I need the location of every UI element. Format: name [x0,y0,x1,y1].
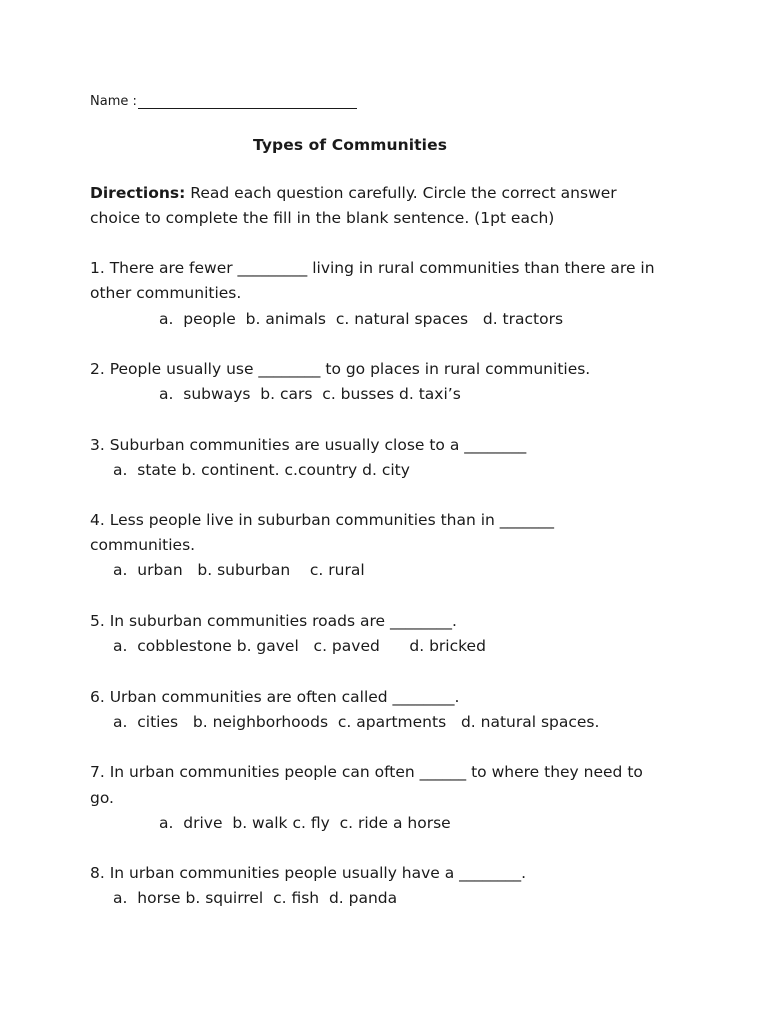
question-6-choices[interactable]: a. cities b. neighborhoods c. apartments d. natural spaces. [113,713,600,731]
question-5-line1: 5. In suburban communities roads are ________. [90,612,457,630]
directions-label: Directions: [90,184,186,202]
question-7-line1: 7. In urban communities people can often ______ to where they need to [90,763,643,781]
question-7-line2: go. [90,789,114,807]
name-field [90,93,357,109]
question-1-line1: 1. There are fewer _________ living in rural communities than there are in [90,259,655,277]
directions-text-line2: choice to complete the fill in the blank sentence. (1pt each) [90,209,555,227]
question-8-choices[interactable]: a. horse b. squirrel c. fish d. panda [113,889,398,907]
name-blank-line[interactable] [138,93,357,109]
question-5-choices[interactable]: a. cobblestone b. gavel c. paved d. bricked [113,637,486,655]
question-6-line1: 6. Urban communities are often called ________. [90,688,460,706]
question-7-choices[interactable]: a. drive b. walk c. fly c. ride a horse [159,814,451,832]
directions [90,181,700,231]
question-8-line1: 8. In urban communities people usually have a ________. [90,864,527,882]
question-4-line2: communities. [90,536,196,554]
question-2-choices[interactable]: a. subways b. cars c. busses d. taxi’s [159,385,461,403]
question-1-line2: other communities. [90,284,242,302]
question-4-choices[interactable]: a. urban b. suburban c. rural [113,561,365,579]
question-2-line1: 2. People usually use ________ to go places in rural communities. [90,360,591,378]
page-title: Types of Communities [253,136,448,154]
question-4-line1: 4. Less people live in suburban communities than in _______ [90,511,555,529]
question-1-choices[interactable]: a. people b. animals c. natural spaces d. tractors [159,310,564,328]
question-3-choices[interactable]: a. state b. continent. c.country d. city [113,461,410,479]
directions-text-line1: Read each question carefully. Circle the correct answer [185,184,617,202]
question-3-line1: 3. Suburban communities are usually close to a ________ [90,436,527,454]
name-label: Name : [90,94,137,109]
